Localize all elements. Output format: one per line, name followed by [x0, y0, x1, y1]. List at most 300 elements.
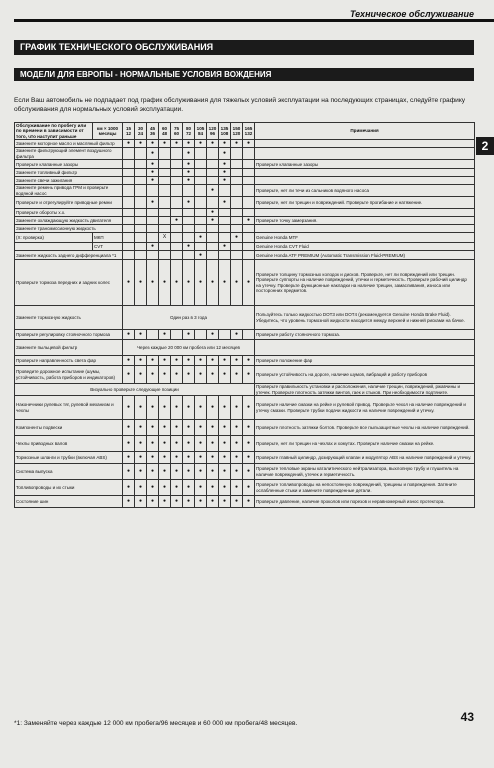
schedule-mark [171, 148, 183, 160]
schedule-mark: ● [171, 496, 183, 508]
row-note: Проверьте, нет ли трещин на чехлах и хомутах. Проверьте наличие смазки на рейке. [255, 436, 475, 452]
schedule-mark: ● [135, 436, 147, 452]
schedule-mark: ● [231, 356, 243, 366]
schedule-mark: ● [231, 396, 243, 420]
schedule-mark [195, 177, 207, 185]
table-body [15, 140, 475, 508]
row-item-name: Замените охлаждающую жидкость двигателя [15, 217, 123, 225]
schedule-mark: X [159, 233, 171, 243]
schedule-mark: ● [171, 480, 183, 496]
schedule-mark: ● [171, 366, 183, 384]
schedule-mark: ● [219, 420, 231, 436]
schedule-mark: ● [171, 140, 183, 148]
schedule-mark: ● [171, 356, 183, 366]
schedule-mark: ● [135, 496, 147, 508]
table-corner-header: Обслуживание по пробегу или по времени в зависимости от того, что наступит раньше [15, 123, 93, 140]
schedule-mark: ● [219, 148, 231, 160]
schedule-mark: ● [147, 243, 159, 251]
schedule-mark [183, 209, 195, 217]
row-note: Проверьте точку замерзания. [255, 217, 475, 225]
row-item-name: Чехлы приводных валов [15, 436, 123, 452]
schedule-mark: ● [207, 356, 219, 366]
page-subtitle: МОДЕЛИ ДЛЯ ЕВРОПЫ - НОРМАЛЬНЫЕ УСЛОВИЯ ВОЖДЕНИЯ [14, 68, 474, 81]
schedule-mark: ● [147, 452, 159, 464]
row-note: Genuine Honda CVT Fluid [255, 243, 475, 251]
row-note: Проверьте, нет ли течи из сальников водяного насоса [255, 185, 475, 197]
schedule-mark: ● [219, 464, 231, 480]
schedule-mark [171, 177, 183, 185]
row-note: Проверьте правильность установки и расположения, наличие трещин, повреждений, ржавчины и утечек. Проверьте плотность затяжки винтов, гаек и стыков. При необходимости подтяните. [255, 384, 475, 396]
schedule-mark: ● [219, 396, 231, 420]
table-row [15, 452, 475, 464]
table-row [15, 340, 475, 356]
row-note: Проверьте, нет ли трещин и повреждений. Проверьте прогибание и натяжение. [255, 197, 475, 209]
schedule-mark [207, 177, 219, 185]
schedule-mark: ● [147, 160, 159, 169]
schedule-mark: ● [135, 480, 147, 496]
page-number: 43 [460, 710, 474, 724]
schedule-mark: ● [243, 260, 255, 306]
schedule-mark [219, 251, 231, 260]
table-row [15, 243, 475, 251]
schedule-mark: ● [207, 452, 219, 464]
schedule-mark: ● [219, 197, 231, 209]
row-note [255, 169, 475, 177]
row-note [255, 177, 475, 185]
schedule-mark [123, 243, 135, 251]
schedule-mark: ● [231, 260, 243, 306]
schedule-mark: ● [135, 396, 147, 420]
schedule-mark: ● [195, 251, 207, 260]
schedule-mark [159, 243, 171, 251]
row-item-name: Замените свечи зажигания [15, 177, 123, 185]
schedule-mark: ● [171, 420, 183, 436]
table-row [15, 197, 475, 209]
row-sub-label: МКП [93, 233, 123, 243]
row-note: Проверьте тепловые экраны каталитического нейтрализатора, выхлопную трубу и глушитель на наличие повреждений, утечек и герметичность. [255, 464, 475, 480]
schedule-mark: ● [183, 436, 195, 452]
schedule-mark [207, 233, 219, 243]
schedule-mark [135, 225, 147, 233]
schedule-mark: ● [123, 260, 135, 306]
schedule-mark [135, 148, 147, 160]
table-row [15, 330, 475, 340]
schedule-mark: ● [183, 197, 195, 209]
schedule-mark: ● [231, 366, 243, 384]
schedule-mark [123, 217, 135, 225]
schedule-mark: ● [219, 177, 231, 185]
table-row [15, 306, 475, 330]
schedule-mark: ● [183, 464, 195, 480]
schedule-mark [171, 233, 183, 243]
row-section-label: Визуально проверьте следующие позиции [15, 384, 255, 396]
schedule-mark [159, 177, 171, 185]
section-header-title: Техническое обслуживание [344, 9, 474, 19]
schedule-mark: ● [207, 366, 219, 384]
schedule-mark: ● [183, 160, 195, 169]
schedule-mark: ● [159, 420, 171, 436]
schedule-mark [123, 251, 135, 260]
schedule-mark: ● [183, 452, 195, 464]
row-item-name: (Х: проверка) [15, 233, 93, 243]
schedule-mark: ● [159, 452, 171, 464]
schedule-mark: ● [219, 480, 231, 496]
schedule-mark: ● [123, 396, 135, 420]
schedule-mark: ● [183, 177, 195, 185]
schedule-mark: ● [195, 356, 207, 366]
schedule-mark: ● [219, 169, 231, 177]
schedule-mark [195, 148, 207, 160]
table-row [15, 480, 475, 496]
interval-header: 45 36 [147, 123, 159, 140]
row-note: Проверьте устойчивость на дороге, наличие шумов, вибраций и работу приборов [255, 366, 475, 384]
schedule-mark [243, 243, 255, 251]
schedule-mark: ● [135, 330, 147, 340]
row-item-name: Проверьте клапанные зазоры [15, 160, 123, 169]
schedule-mark [219, 185, 231, 197]
schedule-mark [207, 197, 219, 209]
row-interval-text: Через каждые 20 000 км пробега или 12 месяцев [123, 340, 255, 356]
table-row [15, 185, 475, 197]
row-note: Проверьте топливопроводы на непостоянную повреждений, трещины и повреждения. Затяните ослабленные стыки и замените поврежденные детали. [255, 480, 475, 496]
schedule-mark: ● [159, 330, 171, 340]
schedule-mark: ● [231, 330, 243, 340]
schedule-mark: ● [183, 480, 195, 496]
schedule-mark: ● [243, 356, 255, 366]
schedule-mark [231, 243, 243, 251]
schedule-mark: ● [159, 260, 171, 306]
schedule-mark: ● [207, 140, 219, 148]
schedule-mark [195, 243, 207, 251]
schedule-mark: ● [135, 140, 147, 148]
table-row [15, 420, 475, 436]
schedule-mark [207, 160, 219, 169]
row-item-name: Замените жидкость заднего дифференциала *1 [15, 251, 123, 260]
row-item-name: Замените пыльцевой фильтр [15, 340, 123, 356]
schedule-mark [231, 209, 243, 217]
schedule-mark [207, 251, 219, 260]
schedule-mark: ● [123, 464, 135, 480]
interval-header: 80 72 [183, 123, 195, 140]
schedule-mark: ● [243, 420, 255, 436]
schedule-mark [243, 197, 255, 209]
row-note: Проверьте плотность затяжки болтов. Проверьте все пыльзащитные чехлы на наличие повреждений. [255, 420, 475, 436]
schedule-mark [183, 233, 195, 243]
unit-label: км × 1000 месяцы [93, 123, 123, 140]
schedule-mark [231, 160, 243, 169]
schedule-mark: ● [231, 480, 243, 496]
schedule-mark [123, 225, 135, 233]
schedule-mark: ● [195, 260, 207, 306]
interval-header: 15 12 [123, 123, 135, 140]
schedule-mark [171, 160, 183, 169]
schedule-mark: ● [219, 356, 231, 366]
schedule-mark [171, 185, 183, 197]
schedule-mark: ● [159, 480, 171, 496]
schedule-mark [147, 233, 159, 243]
schedule-mark [231, 217, 243, 225]
schedule-mark [231, 169, 243, 177]
schedule-mark [183, 225, 195, 233]
interval-header: 75 60 [171, 123, 183, 140]
schedule-mark: ● [147, 420, 159, 436]
interval-header: 165 132 [243, 123, 255, 140]
schedule-mark: ● [159, 496, 171, 508]
schedule-mark: ● [207, 217, 219, 225]
schedule-mark [123, 209, 135, 217]
schedule-mark: ● [243, 480, 255, 496]
schedule-mark: ● [171, 464, 183, 480]
schedule-mark [183, 185, 195, 197]
schedule-mark: ● [171, 396, 183, 420]
schedule-mark [219, 330, 231, 340]
row-note: Genuine Honda ATF PREMIUM (Automatic Transmission Fluid-PREMIUM) [255, 251, 475, 260]
table-row [15, 148, 475, 160]
row-item-name: Проверьте тормоза передних и задних колес [15, 260, 123, 306]
schedule-mark: ● [123, 366, 135, 384]
schedule-mark: ● [159, 366, 171, 384]
row-note [255, 340, 475, 356]
schedule-mark [195, 185, 207, 197]
schedule-mark [135, 185, 147, 197]
schedule-mark: ● [243, 140, 255, 148]
schedule-mark: ● [219, 140, 231, 148]
schedule-mark: ● [195, 233, 207, 243]
table-row [15, 233, 475, 243]
row-item-name: Проверьте регулировку стояночного тормоза [15, 330, 123, 340]
schedule-mark [147, 330, 159, 340]
table-row [15, 396, 475, 420]
schedule-mark [171, 169, 183, 177]
schedule-mark [159, 185, 171, 197]
schedule-mark [171, 330, 183, 340]
schedule-mark [135, 243, 147, 251]
schedule-mark: ● [243, 217, 255, 225]
schedule-mark: ● [135, 452, 147, 464]
schedule-mark: ● [219, 496, 231, 508]
row-note: Проверьте работу стояночного тормоза. [255, 330, 475, 340]
schedule-mark: ● [183, 356, 195, 366]
row-note: Проверьте наличие смазки на рейке и рулевой привод. Проверьте чехол на наличие повреждений и утечку смазки. Проверьте трубки подачи жидкости на наличие повреждений и утечку. [255, 396, 475, 420]
schedule-mark: ● [147, 464, 159, 480]
table-row [15, 225, 475, 233]
table-row [15, 217, 475, 225]
schedule-mark: ● [195, 480, 207, 496]
schedule-mark [243, 209, 255, 217]
schedule-mark: ● [171, 260, 183, 306]
schedule-mark: ● [171, 452, 183, 464]
schedule-mark [123, 169, 135, 177]
schedule-mark [243, 177, 255, 185]
schedule-mark: ● [147, 396, 159, 420]
notes-header: Примечания [255, 123, 475, 140]
schedule-mark: ● [147, 169, 159, 177]
schedule-mark: ● [147, 436, 159, 452]
schedule-mark: ● [207, 330, 219, 340]
schedule-mark [147, 251, 159, 260]
row-note: Genuine Honda MTF [255, 233, 475, 243]
row-note: Проверьте толщину тормозных колодок и дисков. Проверьте, нет ли повреждений или трещин. Проверьте суппорты на наличие повреждений, утечки и герметичность. Проверьте рабочий цилиндр на утечку. Проверьте функционные накладки на наличие трещин, замасливания, износа или посторонних предметов. [255, 260, 475, 306]
row-item-name: Наконечники рулевых тяг, рулевой механизм и чехлы [15, 396, 123, 420]
schedule-mark: ● [159, 464, 171, 480]
row-item-name: Проверьте обороты х.х. [15, 209, 123, 217]
table-row [15, 251, 475, 260]
schedule-mark [135, 209, 147, 217]
schedule-mark: ● [219, 366, 231, 384]
table-row [15, 177, 475, 185]
table-row [15, 366, 475, 384]
schedule-mark [231, 148, 243, 160]
row-note [255, 225, 475, 233]
schedule-mark: ● [195, 366, 207, 384]
schedule-mark [243, 185, 255, 197]
interval-header: 30 24 [135, 123, 147, 140]
page-title: ГРАФИК ТЕХНИЧЕСКОГО ОБСЛУЖИВАНИЯ [14, 40, 474, 55]
schedule-mark: ● [243, 496, 255, 508]
row-item-name: Замените топливный фильтр [15, 169, 123, 177]
schedule-mark [195, 169, 207, 177]
table-row [15, 464, 475, 480]
schedule-mark: ● [207, 436, 219, 452]
schedule-mark [123, 160, 135, 169]
schedule-mark: ● [159, 356, 171, 366]
schedule-mark [159, 197, 171, 209]
schedule-mark: ● [195, 452, 207, 464]
schedule-mark [207, 148, 219, 160]
table-row [15, 260, 475, 306]
schedule-mark [195, 330, 207, 340]
schedule-mark: ● [219, 452, 231, 464]
schedule-mark: ● [123, 356, 135, 366]
schedule-mark [243, 225, 255, 233]
row-item-name: Замените моторное масло и масляный фильтр [15, 140, 123, 148]
chapter-tab: 2 [476, 137, 494, 155]
row-item-name: Замените трансмиссионную жидкость [15, 225, 123, 233]
schedule-mark [207, 243, 219, 251]
schedule-mark [159, 148, 171, 160]
schedule-mark [219, 225, 231, 233]
schedule-mark: ● [183, 243, 195, 251]
schedule-mark: ● [159, 140, 171, 148]
schedule-mark: ● [183, 169, 195, 177]
schedule-mark [243, 160, 255, 169]
schedule-mark [183, 217, 195, 225]
interval-header: 105 84 [195, 123, 207, 140]
schedule-mark: ● [123, 420, 135, 436]
schedule-mark: ● [207, 464, 219, 480]
schedule-mark [159, 217, 171, 225]
schedule-mark: ● [207, 209, 219, 217]
schedule-mark: ● [147, 177, 159, 185]
row-item-name: Проверьте направленность света фар [15, 356, 123, 366]
schedule-mark: ● [183, 260, 195, 306]
row-note: Проверьте главный цилиндр, дозирующий клапан и модулятор ABS на наличие повреждений и утечку. [255, 452, 475, 464]
row-item-name: Компоненты подвески [15, 420, 123, 436]
row-item-name: Замените ремень привода ГРМ и проверьте водяной насос [15, 185, 123, 197]
schedule-mark [195, 209, 207, 217]
schedule-mark: ● [159, 396, 171, 420]
schedule-mark: ● [147, 480, 159, 496]
table-row [15, 169, 475, 177]
schedule-mark: ● [195, 496, 207, 508]
schedule-mark [231, 197, 243, 209]
footnote: *1: Заменяйте через каждые 12 000 км пробега/96 месяцев и 60 000 км пробега/48 месяцев. [14, 720, 298, 727]
row-note: Пользуйтесь только жидкостью DOT3 или DOT4 (рекомендуется Genuine Honda Brake Fluid). Убедитесь, что уровень тормозной жидкости находится между верхней и нижней рисками на бачке. [255, 306, 475, 330]
schedule-mark: ● [231, 140, 243, 148]
schedule-mark: ● [243, 396, 255, 420]
schedule-mark: ● [183, 140, 195, 148]
schedule-mark [171, 209, 183, 217]
schedule-mark: ● [147, 356, 159, 366]
schedule-mark [159, 251, 171, 260]
schedule-mark: ● [123, 452, 135, 464]
interval-header: 120 96 [207, 123, 219, 140]
schedule-mark [231, 251, 243, 260]
schedule-mark [231, 185, 243, 197]
schedule-mark [147, 185, 159, 197]
row-item-name [15, 243, 93, 251]
schedule-mark [243, 233, 255, 243]
schedule-mark [183, 251, 195, 260]
table-row [15, 384, 475, 396]
schedule-mark [219, 233, 231, 243]
schedule-mark: ● [123, 140, 135, 148]
schedule-mark: ● [207, 396, 219, 420]
schedule-mark: ● [183, 366, 195, 384]
schedule-mark [135, 217, 147, 225]
schedule-mark [147, 217, 159, 225]
row-item-name: Замените тормозную жидкость [15, 306, 123, 330]
schedule-mark: ● [207, 185, 219, 197]
schedule-mark: ● [243, 436, 255, 452]
schedule-mark: ● [219, 160, 231, 169]
table-row [15, 140, 475, 148]
schedule-mark: ● [243, 452, 255, 464]
schedule-mark: ● [207, 260, 219, 306]
schedule-mark: ● [231, 420, 243, 436]
schedule-mark [195, 217, 207, 225]
schedule-mark: ● [135, 420, 147, 436]
row-interval-text: Один раз в 3 года [123, 306, 255, 330]
schedule-mark: ● [195, 420, 207, 436]
schedule-mark [195, 160, 207, 169]
schedule-mark [123, 177, 135, 185]
row-item-name: Состояние шин [15, 496, 123, 508]
schedule-mark [231, 177, 243, 185]
table-row [15, 496, 475, 508]
row-note [255, 140, 475, 148]
schedule-mark [135, 197, 147, 209]
schedule-mark [135, 177, 147, 185]
schedule-mark [243, 148, 255, 160]
row-note: Проверьте давление, наличие проколов или порезов и неравномерный износ протектора. [255, 496, 475, 508]
schedule-mark: ● [135, 366, 147, 384]
schedule-mark [123, 197, 135, 209]
schedule-mark [231, 225, 243, 233]
schedule-mark: ● [147, 496, 159, 508]
schedule-mark: ● [231, 496, 243, 508]
schedule-mark [171, 251, 183, 260]
schedule-mark [159, 209, 171, 217]
table-row [15, 160, 475, 169]
schedule-mark: ● [231, 464, 243, 480]
schedule-mark: ● [135, 464, 147, 480]
schedule-mark: ● [219, 436, 231, 452]
table-row [15, 209, 475, 217]
schedule-mark: ● [195, 436, 207, 452]
row-item-name: Проверьте и отрегулируйте приводные ремни [15, 197, 123, 209]
table-row [15, 356, 475, 366]
